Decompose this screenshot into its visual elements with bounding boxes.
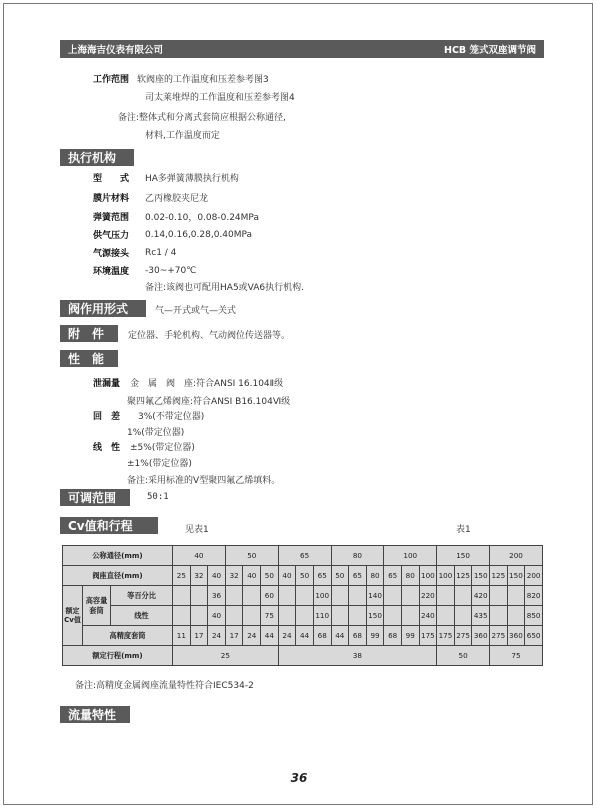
high-precision-cell: 44 <box>261 626 279 646</box>
seat-diameter-cell: 50 <box>331 566 349 586</box>
hysteresis-1: 3%(不带定位器) <box>138 412 205 422</box>
hysteresis-2: 1%(带定位器) <box>127 428 185 438</box>
seat-diameter-cell: 65 <box>349 566 367 586</box>
high-precision-cell: 99 <box>401 626 419 646</box>
seat-diameter-cell: 80 <box>366 566 384 586</box>
linear-cell: 75 <box>261 606 279 626</box>
equal-percentage-cell <box>384 586 402 606</box>
actuator-item <box>93 228 252 241</box>
equal-percentage-cell <box>243 586 261 606</box>
linearity-2: ±1%(带定位器) <box>127 459 192 469</box>
work-range-note2: 材料,工作温度而定 <box>145 131 220 141</box>
linearity-1: ±5%(带定位器) <box>130 443 195 453</box>
high-precision-cell: 68 <box>384 626 402 646</box>
actuator-item-label: 弹簧范围 <box>93 213 130 223</box>
work-range-note1: 整体式和分离式套筒应根据公称通径, <box>139 113 286 123</box>
linear-cell: 150 <box>366 606 384 626</box>
travel-cell: 50 <box>437 646 490 666</box>
leak-label: 泄漏量 <box>93 379 121 389</box>
leak-metal: 金 属 阀 座:符合ANSI 16.104Ⅱ级 <box>130 379 284 389</box>
seat-diameter-cell: 25 <box>173 566 191 586</box>
linear-cell <box>173 606 191 626</box>
linear-cell <box>384 606 402 626</box>
work-range-label: 工作范围 <box>93 75 130 85</box>
high-precision-cell: 24 <box>243 626 261 646</box>
equal-percentage-cell <box>296 586 314 606</box>
hysteresis-row <box>93 409 204 422</box>
high-precision-header: 高精度套筒 <box>83 626 173 646</box>
actuator-item <box>93 171 239 184</box>
equal-percentage-cell <box>349 586 367 606</box>
seat-diameter-cell: 32 <box>225 566 243 586</box>
linearity-row <box>93 440 195 453</box>
actuator-item-label: 环境温度 <box>93 267 130 277</box>
linearity-label: 线 性 <box>93 443 121 453</box>
work-range-line2: 司太莱堆焊的工作温度和压差参考图4 <box>145 93 295 103</box>
seat-diameter-cell: 150 <box>507 566 525 586</box>
high-precision-cell: 175 <box>419 626 437 646</box>
high-precision-cell: 17 <box>190 626 208 646</box>
nominal-cell: 150 <box>437 546 490 566</box>
travel-cell: 75 <box>490 646 543 666</box>
actuator-item <box>93 246 176 259</box>
work-range-note-label: 备注: <box>118 113 140 123</box>
actuator-note: 备注:该阀也可配用HA5或VA6执行机构. <box>145 283 305 293</box>
seat-diameter-cell: 40 <box>208 566 226 586</box>
table-row-equal-percentage <box>63 586 543 606</box>
actuator-item <box>93 191 208 204</box>
cv-table-label: 表1 <box>456 525 471 535</box>
seat-header: 阀座直径(mm) <box>63 566 173 586</box>
header-model: HCB <box>444 45 467 56</box>
seat-diameter-cell: 50 <box>261 566 279 586</box>
equal-percentage-cell: 220 <box>419 586 437 606</box>
equal-percentage-cell <box>225 586 243 606</box>
cv-section-title: Cv值和行程 <box>60 517 158 534</box>
seat-diameter-cell: 40 <box>278 566 296 586</box>
actuator-item-label: 供气压力 <box>93 231 130 241</box>
linear-cell <box>278 606 296 626</box>
seat-diameter-cell: 100 <box>437 566 455 586</box>
actuator-item <box>93 210 259 223</box>
linear-cell <box>490 606 508 626</box>
cv-see-table: 见表1 <box>185 525 209 535</box>
seat-diameter-cell: 65 <box>384 566 402 586</box>
linear-cell <box>454 606 472 626</box>
linear-cell <box>190 606 208 626</box>
high-precision-cell: 360 <box>507 626 525 646</box>
equal-percentage-cell: 60 <box>261 586 279 606</box>
seat-diameter-cell: 40 <box>243 566 261 586</box>
equal-percentage-cell <box>401 586 419 606</box>
travel-cell: 25 <box>173 646 279 666</box>
rangeability-value: 50:1 <box>147 492 169 502</box>
high-capacity-header: 高容量套筒 <box>83 586 111 626</box>
seat-diameter-cell: 50 <box>296 566 314 586</box>
actuator-item-value: HA多弹簧薄膜执行机构 <box>145 174 239 184</box>
work-range-row <box>93 72 269 85</box>
linear-cell: 435 <box>472 606 490 626</box>
equal-percentage-cell <box>173 586 191 606</box>
linear-cell <box>401 606 419 626</box>
actuator-item-value: Rc1 / 4 <box>145 247 177 258</box>
equal-percentage-cell <box>490 586 508 606</box>
accessories-section-title: 附 件 <box>60 325 118 342</box>
rangeability-section-title: 可调范围 <box>60 489 130 506</box>
page-number: 36 <box>290 771 308 785</box>
high-precision-cell: 68 <box>349 626 367 646</box>
high-precision-cell: 275 <box>490 626 508 646</box>
seat-diameter-cell: 80 <box>401 566 419 586</box>
nominal-cell: 50 <box>225 546 278 566</box>
actuator-item-label: 气源接头 <box>93 249 130 259</box>
linear-cell <box>331 606 349 626</box>
nominal-cell: 100 <box>384 546 437 566</box>
equal-percentage-cell <box>454 586 472 606</box>
travel-cell: 38 <box>278 646 436 666</box>
leak-row-1 <box>93 376 283 389</box>
high-precision-cell: 650 <box>525 626 543 646</box>
high-precision-cell: 17 <box>225 626 243 646</box>
equal-percentage-cell: 820 <box>525 586 543 606</box>
seat-diameter-cell: 200 <box>525 566 543 586</box>
linear-cell <box>225 606 243 626</box>
actuator-item-label: 膜片材料 <box>93 194 130 204</box>
nominal-cell: 200 <box>490 546 543 566</box>
leak-ptfe: 聚四氟乙烯阀座:符合ANSI B16.104Ⅵ级 <box>127 397 291 407</box>
actuator-item-value: 乙丙橡胶夹尼龙 <box>145 194 209 204</box>
seat-diameter-cell: 125 <box>490 566 508 586</box>
equal-percentage-cell <box>190 586 208 606</box>
high-precision-cell: 99 <box>366 626 384 646</box>
table-row-linear <box>63 606 543 626</box>
table-note: 备注:高精度金属阀座流量特性符合IEC534-2 <box>75 681 254 691</box>
nominal-cell: 65 <box>278 546 331 566</box>
flow-section-title: 流量特性 <box>60 706 130 723</box>
table-row-nominal <box>63 546 543 566</box>
action-section-title: 阀作用形式 <box>60 300 146 317</box>
high-precision-cell: 11 <box>173 626 191 646</box>
equal-percentage-cell: 100 <box>313 586 331 606</box>
high-precision-cell: 175 <box>437 626 455 646</box>
high-precision-cell: 44 <box>296 626 314 646</box>
header-title <box>444 42 536 56</box>
table-row-seat <box>63 566 543 586</box>
actuator-item-label: 型 式 <box>93 174 130 184</box>
table-row-high-precision <box>63 626 543 646</box>
equal-percentage-header: 等百分比 <box>111 586 173 606</box>
action-text: 气—开式或气—关式 <box>155 306 237 316</box>
seat-diameter-cell: 65 <box>313 566 331 586</box>
equal-percentage-cell: 420 <box>472 586 490 606</box>
company-name: 上海海吉仪表有限公司 <box>68 45 164 56</box>
header-bar <box>60 40 544 58</box>
linear-cell <box>437 606 455 626</box>
table-row-travel <box>63 646 543 666</box>
seat-diameter-cell: 150 <box>472 566 490 586</box>
nominal-header: 公称通径(mm) <box>63 546 173 566</box>
actuator-item-value: 0.02-0.10，0.08-0.24MPa <box>145 213 259 223</box>
seat-diameter-cell: 100 <box>419 566 437 586</box>
linear-cell <box>296 606 314 626</box>
travel-header: 额定行程(mm) <box>63 646 173 666</box>
work-range-line1: 软阀座的工作温度和压差参考图3 <box>137 75 269 85</box>
linear-cell: 40 <box>208 606 226 626</box>
nominal-cell: 40 <box>173 546 226 566</box>
seat-diameter-cell: 125 <box>454 566 472 586</box>
actuator-item <box>93 264 196 277</box>
high-precision-cell: 24 <box>278 626 296 646</box>
linear-cell <box>507 606 525 626</box>
equal-percentage-cell <box>278 586 296 606</box>
high-precision-cell: 275 <box>454 626 472 646</box>
linear-header: 线性 <box>111 606 173 626</box>
seat-diameter-cell: 32 <box>190 566 208 586</box>
actuator-item-value: -30~+70℃ <box>145 265 197 276</box>
equal-percentage-cell <box>437 586 455 606</box>
actuator-section-title: 执行机构 <box>60 149 134 166</box>
nominal-cell: 80 <box>331 546 384 566</box>
equal-percentage-cell: 36 <box>208 586 226 606</box>
high-precision-cell: 24 <box>208 626 226 646</box>
equal-percentage-cell: 140 <box>366 586 384 606</box>
linear-cell <box>349 606 367 626</box>
high-precision-cell: 44 <box>331 626 349 646</box>
equal-percentage-cell <box>507 586 525 606</box>
rated-cv-header: 额定Cv值 <box>63 586 83 646</box>
accessories-text: 定位器、手轮机构、气动阀位传送器等。 <box>128 331 291 341</box>
linear-cell: 110 <box>313 606 331 626</box>
linear-cell: 240 <box>419 606 437 626</box>
header-product: 笼式双座调节阀 <box>469 45 536 56</box>
performance-note: 备注:采用标准的V型聚四氟乙烯填料。 <box>127 476 281 486</box>
linear-cell: 850 <box>525 606 543 626</box>
high-precision-cell: 360 <box>472 626 490 646</box>
linear-cell <box>243 606 261 626</box>
work-range-note <box>118 110 286 123</box>
actuator-item-value: 0.14,0.16,0.28,0.40MPa <box>145 229 253 240</box>
hysteresis-label: 回 差 <box>93 412 121 422</box>
cv-travel-table <box>62 545 543 666</box>
high-precision-cell: 68 <box>313 626 331 646</box>
performance-section-title: 性 能 <box>60 350 118 367</box>
equal-percentage-cell <box>331 586 349 606</box>
